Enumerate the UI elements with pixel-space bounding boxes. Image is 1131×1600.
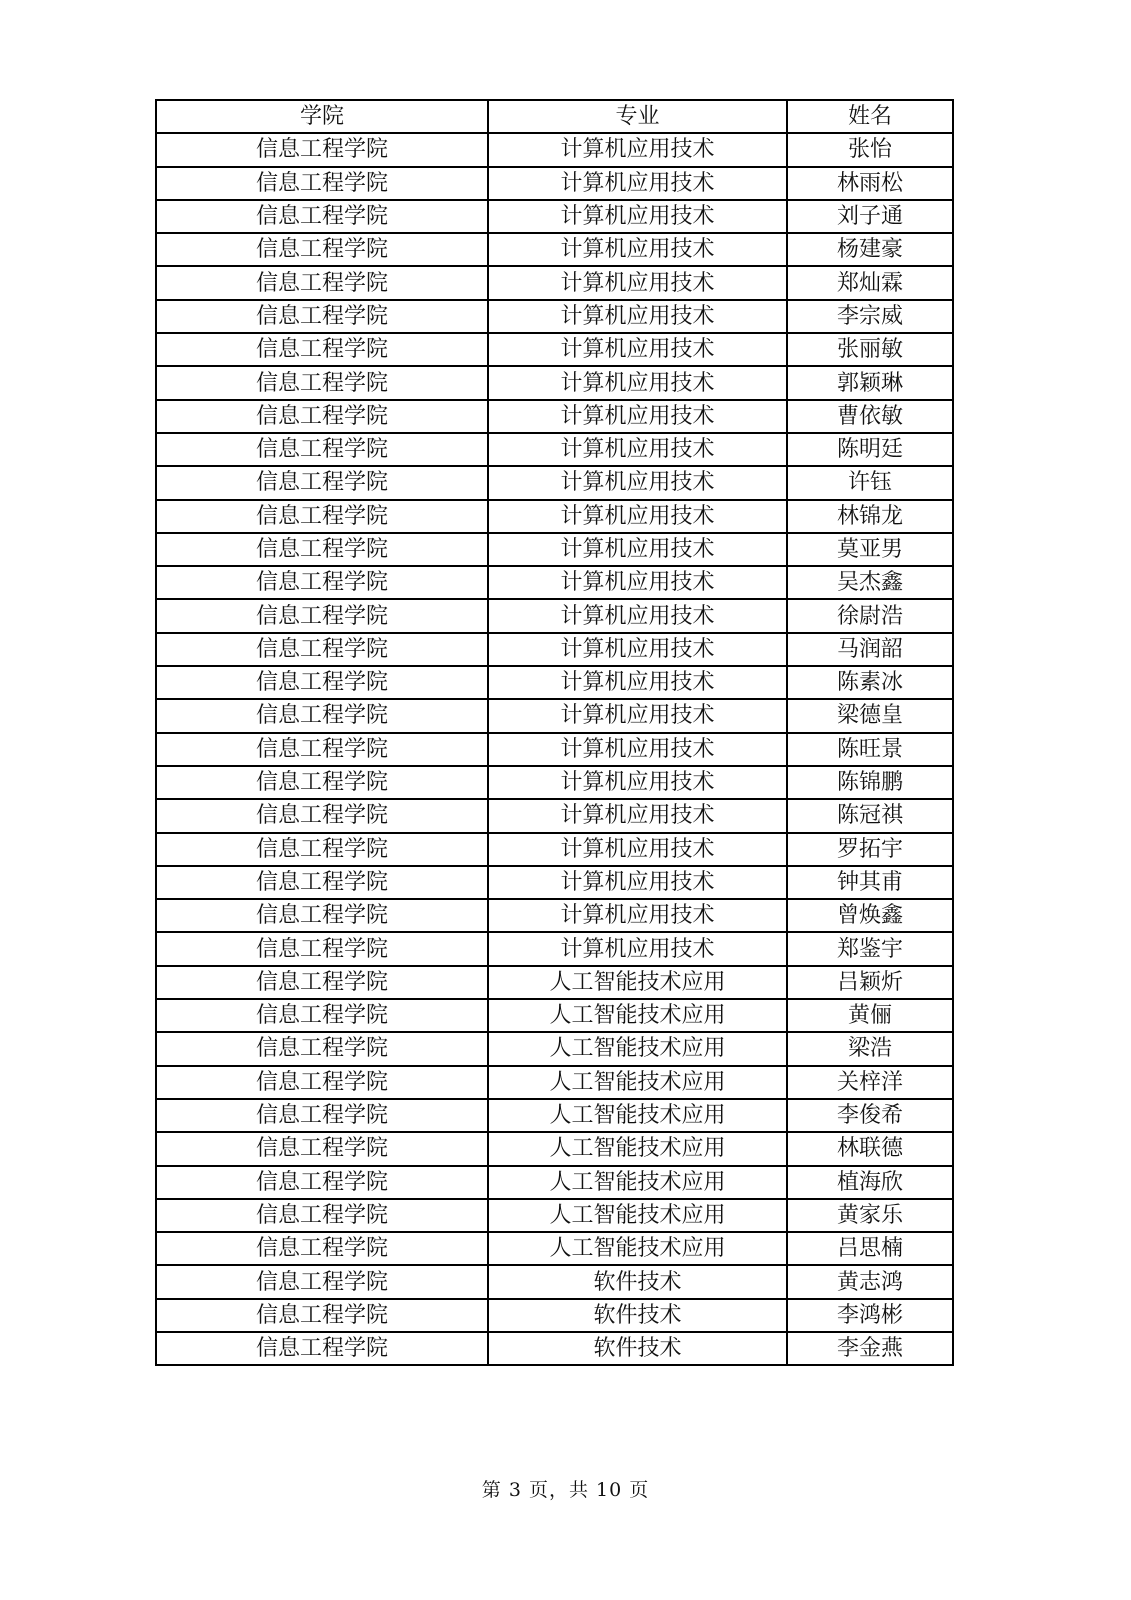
cell-major: 计算机应用技术	[488, 433, 787, 466]
cell-major: 计算机应用技术	[488, 200, 787, 233]
cell-college: 信息工程学院	[156, 966, 488, 999]
cell-college: 信息工程学院	[156, 500, 488, 533]
cell-college: 信息工程学院	[156, 433, 488, 466]
table-row	[156, 932, 953, 965]
cell-college: 信息工程学院	[156, 400, 488, 433]
cell-name: 陈旺景	[787, 733, 953, 766]
cell-name: 陈锦鹏	[787, 766, 953, 799]
cell-name: 李宗威	[787, 300, 953, 333]
cell-college: 信息工程学院	[156, 266, 488, 299]
cell-name: 张怡	[787, 133, 953, 166]
cell-college: 信息工程学院	[156, 733, 488, 766]
table-row	[156, 500, 953, 533]
cell-major: 计算机应用技术	[488, 333, 787, 366]
cell-name: 曹依敏	[787, 400, 953, 433]
table-row	[156, 833, 953, 866]
cell-college: 信息工程学院	[156, 999, 488, 1032]
table-row	[156, 966, 953, 999]
table-row	[156, 633, 953, 666]
cell-college: 信息工程学院	[156, 200, 488, 233]
cell-major: 计算机应用技术	[488, 932, 787, 965]
cell-major: 人工智能技术应用	[488, 1099, 787, 1132]
table-row	[156, 1099, 953, 1132]
cell-major: 计算机应用技术	[488, 566, 787, 599]
table-row	[156, 766, 953, 799]
cell-college: 信息工程学院	[156, 167, 488, 200]
cell-college: 信息工程学院	[156, 1166, 488, 1199]
table-row	[156, 433, 953, 466]
cell-major: 计算机应用技术	[488, 899, 787, 932]
cell-major: 计算机应用技术	[488, 466, 787, 499]
cell-name: 曾焕鑫	[787, 899, 953, 932]
cell-college: 信息工程学院	[156, 1232, 488, 1265]
cell-name: 马润韶	[787, 633, 953, 666]
cell-college: 信息工程学院	[156, 1299, 488, 1332]
cell-major: 计算机应用技术	[488, 666, 787, 699]
table-row	[156, 1032, 953, 1065]
cell-name: 关梓洋	[787, 1066, 953, 1099]
cell-college: 信息工程学院	[156, 1132, 488, 1165]
cell-name: 陈素冰	[787, 666, 953, 699]
cell-name: 林联德	[787, 1132, 953, 1165]
cell-college: 信息工程学院	[156, 566, 488, 599]
cell-name: 林锦龙	[787, 500, 953, 533]
header-name: 姓名	[787, 100, 953, 133]
cell-college: 信息工程学院	[156, 1199, 488, 1232]
cell-name: 梁浩	[787, 1032, 953, 1065]
cell-name: 黄俪	[787, 999, 953, 1032]
header-college: 学院	[156, 100, 488, 133]
cell-major: 计算机应用技术	[488, 167, 787, 200]
cell-name: 黄家乐	[787, 1199, 953, 1232]
cell-college: 信息工程学院	[156, 633, 488, 666]
cell-major: 计算机应用技术	[488, 133, 787, 166]
cell-name: 刘子通	[787, 200, 953, 233]
table-row	[156, 1332, 953, 1365]
cell-name: 张丽敏	[787, 333, 953, 366]
table-row	[156, 400, 953, 433]
cell-major: 人工智能技术应用	[488, 1132, 787, 1165]
cell-name: 吕思楠	[787, 1232, 953, 1265]
cell-college: 信息工程学院	[156, 833, 488, 866]
cell-name: 罗拓宇	[787, 833, 953, 866]
table-row	[156, 666, 953, 699]
cell-name: 李俊希	[787, 1099, 953, 1132]
cell-college: 信息工程学院	[156, 1099, 488, 1132]
cell-major: 计算机应用技术	[488, 833, 787, 866]
table-row	[156, 733, 953, 766]
cell-name: 李鸿彬	[787, 1299, 953, 1332]
table-row	[156, 1132, 953, 1165]
cell-college: 信息工程学院	[156, 699, 488, 732]
cell-name: 钟其甫	[787, 866, 953, 899]
cell-major: 计算机应用技术	[488, 266, 787, 299]
cell-major: 软件技术	[488, 1265, 787, 1298]
cell-major: 计算机应用技术	[488, 533, 787, 566]
cell-college: 信息工程学院	[156, 233, 488, 266]
table-row	[156, 1299, 953, 1332]
cell-name: 陈冠祺	[787, 799, 953, 832]
cell-major: 计算机应用技术	[488, 633, 787, 666]
cell-major: 人工智能技术应用	[488, 1066, 787, 1099]
cell-college: 信息工程学院	[156, 666, 488, 699]
table-row	[156, 999, 953, 1032]
table-row	[156, 1066, 953, 1099]
cell-name: 植海欣	[787, 1166, 953, 1199]
cell-college: 信息工程学院	[156, 932, 488, 965]
cell-college: 信息工程学院	[156, 300, 488, 333]
table-row	[156, 599, 953, 632]
table-row	[156, 699, 953, 732]
cell-college: 信息工程学院	[156, 799, 488, 832]
cell-college: 信息工程学院	[156, 1032, 488, 1065]
table-row	[156, 566, 953, 599]
cell-major: 软件技术	[488, 1299, 787, 1332]
cell-college: 信息工程学院	[156, 333, 488, 366]
table-row	[156, 300, 953, 333]
table-row	[156, 333, 953, 366]
cell-major: 人工智能技术应用	[488, 966, 787, 999]
cell-name: 梁德皇	[787, 699, 953, 732]
table-row	[156, 1232, 953, 1265]
cell-college: 信息工程学院	[156, 1265, 488, 1298]
cell-major: 人工智能技术应用	[488, 1166, 787, 1199]
cell-college: 信息工程学院	[156, 899, 488, 932]
table-row	[156, 466, 953, 499]
cell-college: 信息工程学院	[156, 866, 488, 899]
cell-college: 信息工程学院	[156, 599, 488, 632]
table-row	[156, 1199, 953, 1232]
cell-major: 计算机应用技术	[488, 366, 787, 399]
student-roster-table	[155, 99, 954, 1366]
cell-name: 郭颖琳	[787, 366, 953, 399]
cell-college: 信息工程学院	[156, 1332, 488, 1365]
cell-name: 吴杰鑫	[787, 566, 953, 599]
cell-name: 莫亚男	[787, 533, 953, 566]
cell-college: 信息工程学院	[156, 466, 488, 499]
cell-major: 计算机应用技术	[488, 300, 787, 333]
table-row	[156, 167, 953, 200]
cell-name: 徐尉浩	[787, 599, 953, 632]
cell-major: 计算机应用技术	[488, 599, 787, 632]
cell-college: 信息工程学院	[156, 133, 488, 166]
table-row	[156, 1265, 953, 1298]
cell-name: 李金燕	[787, 1332, 953, 1365]
cell-major: 人工智能技术应用	[488, 1232, 787, 1265]
table-body	[156, 133, 953, 1365]
cell-major: 计算机应用技术	[488, 699, 787, 732]
cell-college: 信息工程学院	[156, 533, 488, 566]
cell-name: 许钰	[787, 466, 953, 499]
cell-major: 人工智能技术应用	[488, 999, 787, 1032]
table-row	[156, 1166, 953, 1199]
header-major: 专业	[488, 100, 787, 133]
cell-major: 计算机应用技术	[488, 799, 787, 832]
cell-name: 吕颖炘	[787, 966, 953, 999]
cell-major: 计算机应用技术	[488, 400, 787, 433]
cell-college: 信息工程学院	[156, 1066, 488, 1099]
cell-college: 信息工程学院	[156, 766, 488, 799]
cell-major: 计算机应用技术	[488, 866, 787, 899]
table-row	[156, 200, 953, 233]
cell-name: 黄志鸿	[787, 1265, 953, 1298]
cell-major: 计算机应用技术	[488, 233, 787, 266]
table-row	[156, 866, 953, 899]
cell-major: 软件技术	[488, 1332, 787, 1365]
table-header-row	[156, 100, 953, 133]
cell-major: 计算机应用技术	[488, 500, 787, 533]
table-row	[156, 533, 953, 566]
cell-major: 人工智能技术应用	[488, 1199, 787, 1232]
cell-name: 林雨松	[787, 167, 953, 200]
cell-major: 计算机应用技术	[488, 733, 787, 766]
table-row	[156, 133, 953, 166]
cell-major: 计算机应用技术	[488, 766, 787, 799]
table-row	[156, 233, 953, 266]
cell-major: 人工智能技术应用	[488, 1032, 787, 1065]
cell-name: 杨建豪	[787, 233, 953, 266]
table-row	[156, 899, 953, 932]
cell-name: 陈明廷	[787, 433, 953, 466]
page-number-footer: 第 3 页，共 10 页	[481, 1479, 650, 1501]
table-row	[156, 266, 953, 299]
table-row	[156, 366, 953, 399]
cell-college: 信息工程学院	[156, 366, 488, 399]
cell-name: 郑灿霖	[787, 266, 953, 299]
cell-name: 郑鉴宇	[787, 932, 953, 965]
table-row	[156, 799, 953, 832]
